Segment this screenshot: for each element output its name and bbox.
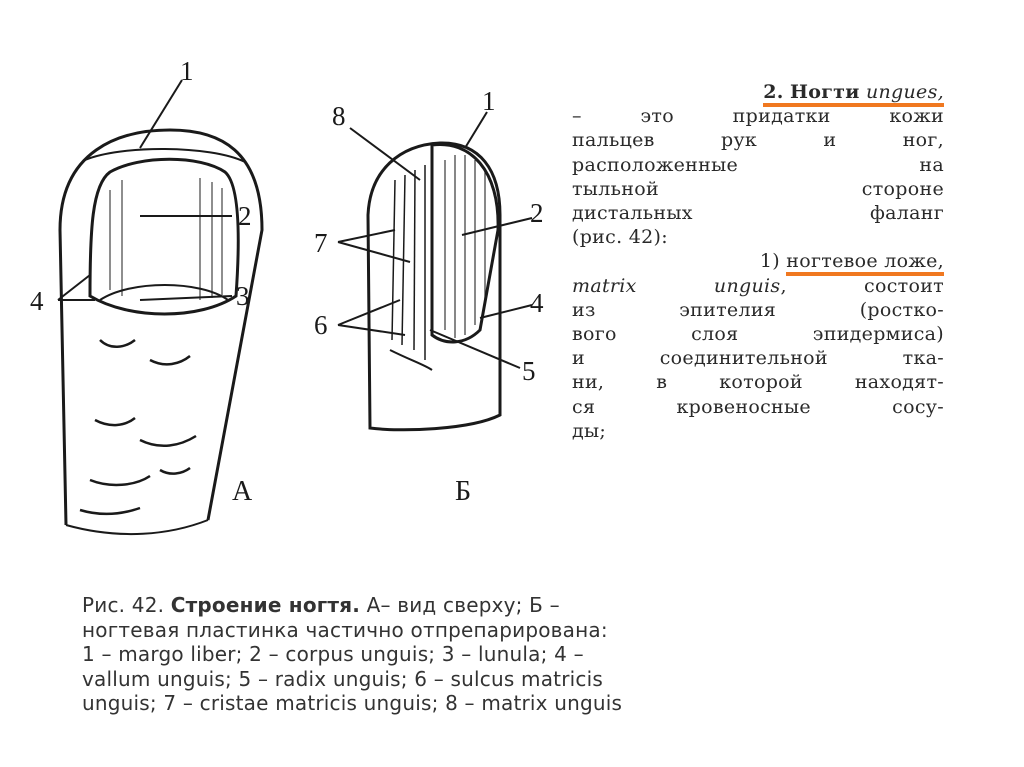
text-line-1: – это придатки кожи (572, 105, 944, 128)
item-latin: matrix unguis (572, 274, 781, 297)
figure-caption (82, 593, 902, 716)
heading-num: 2. (763, 81, 784, 103)
text2-line-6: ды; (572, 419, 607, 442)
text-line-6: (рис. 42): (572, 226, 668, 249)
caption-line-2: ногтевая пластинка частично отпрепарирована: (82, 617, 608, 642)
label-b-2: 2 (530, 198, 544, 228)
item-num: 1) (759, 250, 780, 273)
label-a-3: 3 (236, 281, 250, 311)
label-b-6: 6 (314, 310, 328, 340)
description-text (572, 80, 944, 443)
text2-line-3: и соединительной тка- (572, 347, 944, 370)
caption-line-5: unguis; 7 – cristae matricis unguis; 8 – matrix unguis (82, 691, 623, 715)
label-b-4: 4 (530, 288, 544, 318)
item-rest: , состоит (780, 274, 944, 297)
heading-latin: ungues, (865, 81, 944, 103)
caption-line-3: 1 – margo liber; 2 – corpus unguis; 3 – lunula; 4 – (82, 642, 584, 666)
panel-label-b: Б (455, 476, 472, 507)
label-b-5: 5 (522, 356, 536, 386)
finger-a-drawing (58, 80, 262, 534)
label-b-1: 1 (482, 86, 496, 116)
caption-line-4: vallum unguis; 5 – radix unguis; 6 – sulcus matricis (82, 666, 603, 691)
text-line-5: дистальных фаланг (572, 202, 944, 225)
item-line (572, 249, 944, 273)
caption-rest: А– вид сверху; Б – (366, 593, 560, 617)
text-line-3: расположенные на (572, 153, 944, 176)
text-line-4: тыльной стороне (572, 177, 944, 200)
item-title: ногтевое ложе, (786, 250, 944, 276)
heading-line (572, 80, 944, 104)
label-a-2: 2 (238, 201, 252, 231)
label-a-4: 4 (30, 286, 44, 316)
text2-line-4: ни, в которой находят- (572, 371, 944, 394)
heading-underlined (763, 81, 944, 107)
text2-line-2: вого слоя эпидермиса) (572, 323, 944, 346)
label-a-1: 1 (180, 56, 194, 86)
item-latin-line (572, 274, 944, 298)
text2-line-5: ся кровеносные сосу- (572, 395, 944, 418)
finger-b-drawing (338, 112, 532, 430)
caption-prefix: Рис. 42. (82, 593, 165, 617)
caption-title: Строение ногтя. (170, 593, 361, 617)
label-b-7: 7 (314, 228, 328, 258)
panel-label-a: А (232, 476, 253, 507)
label-b-8: 8 (332, 101, 346, 131)
text-line-2: пальцев рук и ног, (572, 129, 944, 152)
text2-line-1: из эпителия (ростко- (572, 298, 944, 321)
heading-title: Ногти (790, 81, 860, 103)
caption-line-1 (82, 593, 902, 618)
